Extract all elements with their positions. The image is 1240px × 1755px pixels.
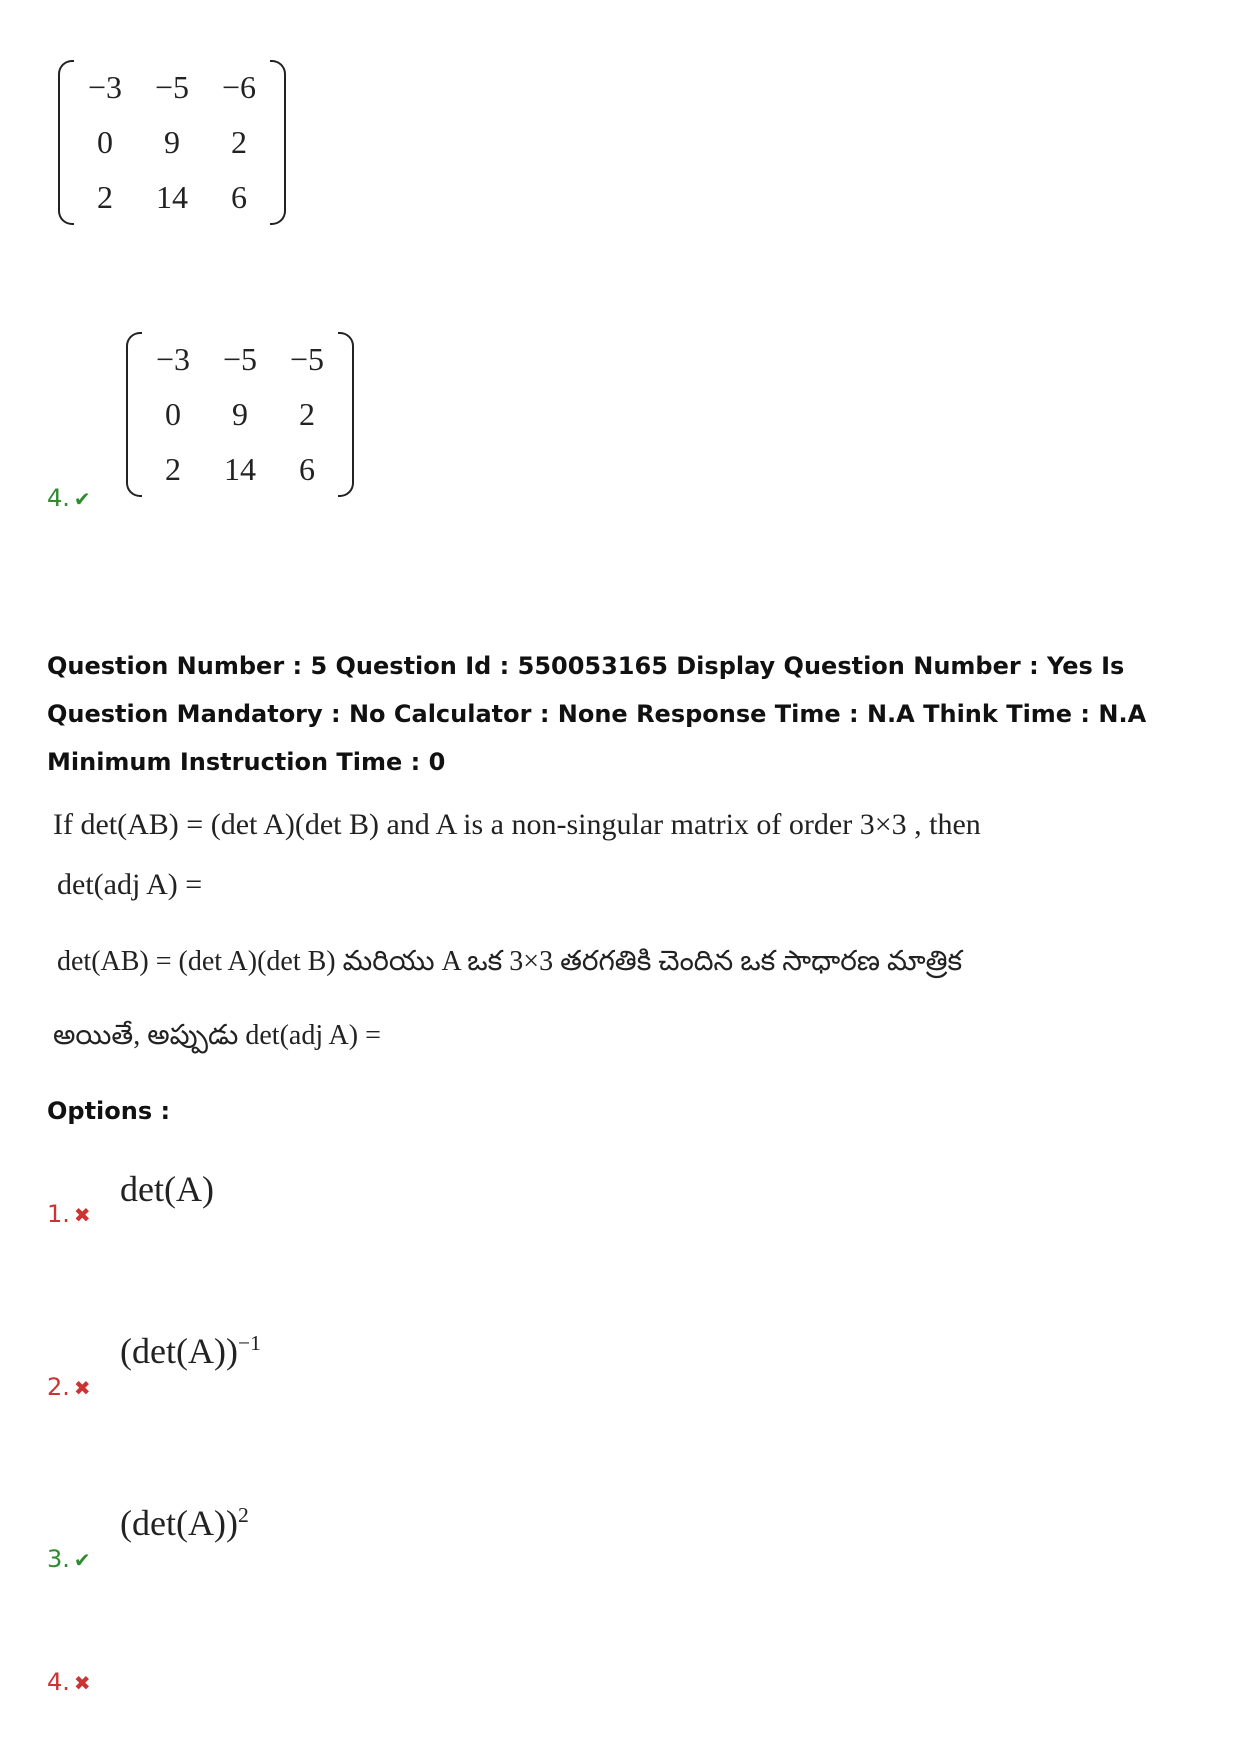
matrix-cell: −5 [289,341,325,377]
formula-exponent: 2 [237,1503,249,1527]
option-number: 2. [47,1373,70,1401]
cross-icon: ✖ [73,1376,91,1400]
matrix-cell: 9 [232,396,248,432]
option1-formula [120,1168,214,1210]
option2-label [47,1373,91,1401]
option1-label [47,1200,91,1228]
option2-formula [120,1330,261,1372]
matrix-cell: −3 [87,69,123,105]
option4-matrix-prev [126,332,354,497]
matrix-cell: 6 [231,179,247,215]
matrix-cell: 2 [165,451,181,487]
question-meta: Question Number : 5 Question Id : 550053165 Display Question Number : Yes Is Question Mandatory : No Calculator : None Response Time : N.A Think Time : N.A Minimum Instruction Time : 0 [47,652,1147,776]
formula-text: det(A) [120,1169,214,1209]
question-telugu-line1: det(AB) = (det A)(det B) మరియు A ఒక 3×3 తరగతికి చెందిన ఒక సాధారణ మాత్రిక [57,946,963,977]
option3-formula [120,1502,249,1544]
formula-text: (det(A)) [120,1503,238,1543]
matrix-grid [74,60,270,225]
check-icon: ✔ [73,487,91,511]
matrix-cell: 14 [156,179,188,215]
check-icon: ✔ [73,1548,91,1572]
formula-text: (det(A)) [120,1331,238,1371]
option3-label [47,1545,91,1573]
formula-exponent: −1 [237,1331,261,1355]
options-heading: Options : [47,1097,171,1125]
question-english-line2: det(adj A) = [57,868,203,901]
left-paren [58,60,74,225]
option4-label [47,1668,91,1696]
matrix-cell: 2 [231,124,247,160]
right-paren [338,332,354,497]
matrix-cell: −3 [155,341,191,377]
option-number: 4. [47,484,70,512]
matrix-cell: −6 [221,69,257,105]
cross-icon: ✖ [73,1203,91,1227]
option-number: 3. [47,1545,70,1573]
matrix-cell: −5 [154,69,190,105]
question-telugu-line2: అయితే, అప్పుడు det(adj A) = [53,1020,381,1051]
option-number: 4. [47,1668,70,1696]
matrix-cell: 6 [299,451,315,487]
option3-matrix-prev [58,60,286,225]
left-paren [126,332,142,497]
right-paren [270,60,286,225]
cross-icon: ✖ [73,1671,91,1695]
matrix-cell: 2 [299,396,315,432]
matrix-cell: 0 [97,124,113,160]
matrix-cell: 0 [165,396,181,432]
matrix-grid [142,332,338,497]
matrix-cell: 9 [164,124,180,160]
question-english-line1: If det(AB) = (det A)(det B) and A is a non-singular matrix of order 3×3 , then [53,808,981,841]
prev-option4-label [47,484,91,512]
matrix-cell: 2 [97,179,113,215]
option-number: 1. [47,1200,70,1228]
matrix-cell: 14 [224,451,256,487]
matrix-cell: −5 [222,341,258,377]
